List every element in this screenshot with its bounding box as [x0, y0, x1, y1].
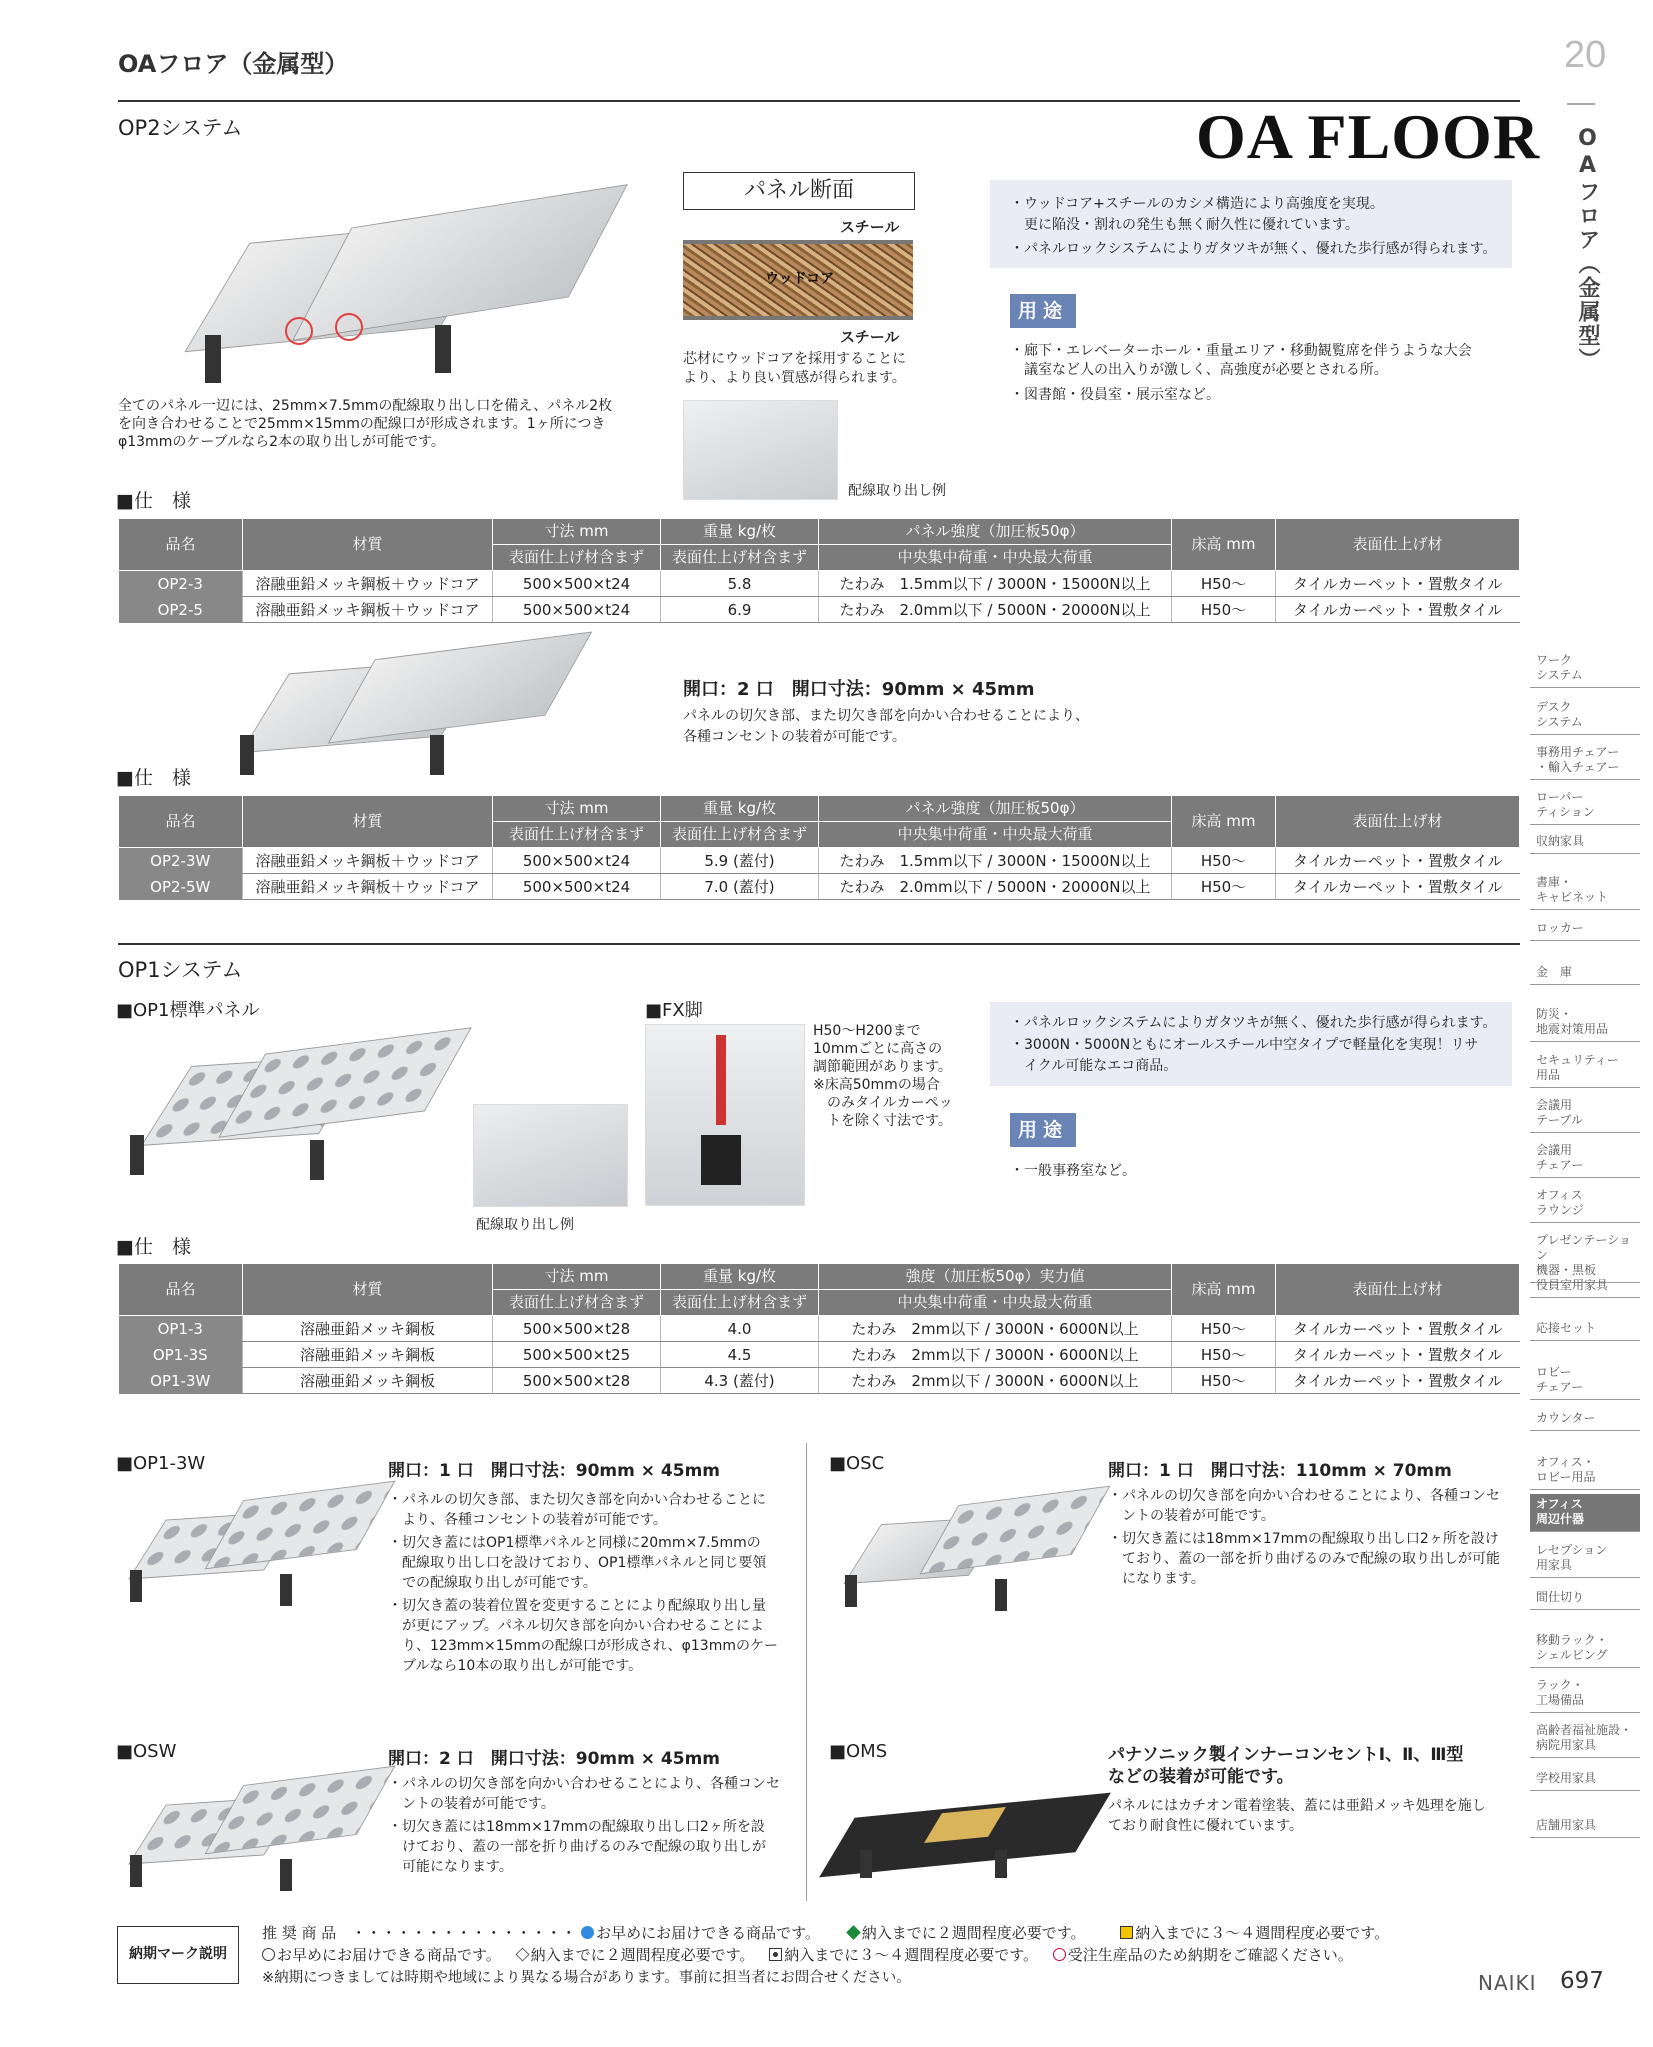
legend-1b: 納入までに２週間程度必要です。	[861, 1924, 1086, 1942]
op1-feature-1: ・パネルロックシステムによりガタツキが無く、優れた歩行感が得られます。	[1010, 1015, 1497, 1031]
legend-1c: 納入までに３～４週間程度必要です。	[1135, 1924, 1390, 1942]
spec-label-2: ■仕 様	[116, 767, 191, 789]
spec-row	[119, 1368, 1520, 1394]
order-icon	[1053, 1948, 1066, 1961]
op2-usage-3: ・図書館・役員室・展示室など。	[1010, 387, 1220, 403]
spec-cell: H50〜	[1172, 1316, 1276, 1342]
oms-photo	[845, 1780, 1105, 1885]
fx-leg-label: ■FX脚	[645, 1000, 703, 1021]
sidebar-item[interactable]: 会議用 テーブル	[1530, 1095, 1640, 1133]
op13w-line: 配線取り出し口を設けており、OP1標準パネルと同じ要領	[388, 1555, 767, 1571]
op1-wiring-photo	[473, 1104, 628, 1207]
spec-cell: 6.9	[661, 597, 819, 623]
spec-cell: 溶融亜鉛メッキ鋼板＋ウッドコア	[243, 848, 493, 874]
spec-cell: 5.9 (蓋付)	[661, 848, 819, 874]
sidebar-item[interactable]: 事務用チェアー ・輸入チェアー	[1530, 742, 1640, 780]
legend-recommended-label: 推 奨 商 品 ・・・・・・・・・・・・・・・	[262, 1924, 577, 1942]
sidebar-item[interactable]: プレゼンテーション 機器・黒板	[1530, 1230, 1640, 1283]
spec-cell: 溶融亜鉛メッキ鋼板＋ウッドコア	[243, 597, 493, 623]
op1-spec-rows	[119, 1316, 1520, 1394]
category-title: OAフロア（金属型）	[118, 50, 349, 78]
op2-usage-label: 用途	[1010, 294, 1076, 328]
op13w-line: ・パネルの切欠き部、また切欠き部を向かい合わせることに	[388, 1492, 766, 1508]
op1-wiring-caption: 配線取り出し例	[476, 1217, 574, 1233]
osc-line: ・切欠き蓋には18mm×17mmの配線取り出し口2ヶ所を設け	[1108, 1531, 1499, 1547]
spec-label-3: ■仕 様	[116, 1236, 191, 1258]
sidebar-item[interactable]: 店舗用家具	[1530, 1815, 1640, 1838]
spec-cell: 4.0	[661, 1316, 819, 1342]
spec-label-1: ■仕 様	[116, 490, 191, 512]
spec-row	[119, 1316, 1520, 1342]
oms-text	[1108, 1796, 1486, 1836]
product-name-cell: OP2-3	[119, 571, 243, 597]
op2-feature-2: 更に陥没・割れの発生も無く耐久性に優れています。	[1010, 217, 1359, 233]
spec-cell: 5.8	[661, 571, 819, 597]
osc-line: ており、蓋の一部を折り曲げるのみで配線の取り出しが可能	[1108, 1551, 1500, 1567]
sidebar-item[interactable]: 収納家具	[1530, 831, 1640, 854]
oms-line: ており耐食性に優れています。	[1108, 1818, 1303, 1834]
op2-intro-text: 全てのパネル一辺には、25mm×7.5mmの配線取り出し口を備え、パネル2枚 を向き合わせることで25mm×15mmの配線口が形成されます。1ヶ所につき φ13mmのケーブルなら2本の取り出しが可能です。	[118, 398, 613, 450]
spec-row	[119, 1342, 1520, 1368]
spec-cell: 溶融亜鉛メッキ鋼板	[243, 1342, 493, 1368]
op2-spec-rows	[119, 571, 1520, 623]
spec-cell: たわみ 1.5mm以下 / 3000N・15000N以上	[819, 571, 1172, 597]
op1-std-panel-label: ■OP1標準パネル	[116, 1000, 260, 1021]
spec-cell: タイルカーペット・置敷タイル	[1276, 874, 1520, 900]
oms-name: ■OMS	[829, 1741, 888, 1762]
op2-spec-table: 品名 材質 寸法 mm 重量 kg/枚 パネル強度（加圧板50φ） 床高 mm 表面仕上げ材 表面仕上げ材含まず 表面仕上げ材含まず 中央集中荷重・中央最大荷重 OP2-3 溶融亜鉛メッキ鋼板＋ウッドコア 500×500×t24 5.8 たわみ 1.5mm以下 / 3000N・15000N以上 H50〜 タイルカーペット・置敷タイル OP2-5 溶融亜鉛メッキ鋼板＋ウッドコア 500×500×t24 6.9 たわみ 2.0mm以下 / 5000N・20000N以上 H50〜 タイルカーペット・置敷タイル	[118, 518, 1520, 623]
spec-cell: 500×500×t28	[493, 1316, 661, 1342]
spec-cell: 溶融亜鉛メッキ鋼板＋ウッドコア	[243, 874, 493, 900]
sidebar-item[interactable]: 会議用 チェアー	[1530, 1140, 1640, 1178]
osc-name: ■OSC	[829, 1453, 885, 1474]
spec-cell: 500×500×t28	[493, 1368, 661, 1394]
osw-photo	[130, 1775, 380, 1890]
spec-row	[119, 597, 1520, 623]
yellow-square-icon	[1120, 1926, 1133, 1939]
op2-title: OP2システム	[118, 116, 243, 140]
square-icon	[769, 1948, 782, 1961]
spec-cell: 7.0 (蓋付)	[661, 874, 819, 900]
sidebar-item[interactable]: レセプション 用家具	[1530, 1540, 1640, 1578]
spec-row	[119, 571, 1520, 597]
spec-cell: 4.3 (蓋付)	[661, 1368, 819, 1394]
op1-feature-3: イクル可能なエコ商品。	[1010, 1058, 1178, 1074]
brand-title: OA FLOOR	[1196, 101, 1541, 172]
steel-bottom-label: スチール	[840, 328, 900, 346]
op13w-photo	[130, 1490, 380, 1605]
op1-title: OP1システム	[118, 958, 243, 982]
osw-line: ントの装着が可能です。	[388, 1796, 555, 1812]
panel-section-label: パネル断面	[683, 172, 915, 210]
sidebar-item[interactable]: 書庫・ キャビネット	[1530, 872, 1640, 910]
spec-cell: たわみ 2.0mm以下 / 5000N・20000N以上	[819, 874, 1172, 900]
op2w-spec-rows	[119, 848, 1520, 900]
spec-cell: H50〜	[1172, 597, 1276, 623]
spec-cell: タイルカーペット・置敷タイル	[1276, 1342, 1520, 1368]
core-note: 芯材にウッドコアを採用することに より、より良い質感が得られます。	[683, 351, 907, 386]
spec-cell: 4.5	[661, 1342, 819, 1368]
sidebar-item[interactable]: セキュリティー 用品	[1530, 1050, 1640, 1088]
spec-row	[119, 874, 1520, 900]
op1-usage-label: 用途	[1010, 1113, 1076, 1147]
legend-2d: 受注生産品のため納期をご確認ください。	[1067, 1946, 1353, 1964]
sidebar-item[interactable]: 間仕切り	[1530, 1587, 1640, 1610]
osc-opening: 開口：1 口 開口寸法：110mm × 70mm	[1108, 1461, 1452, 1481]
op13w-line: ・切欠き蓋にはOP1標準パネルと同様に20mm×7.5mmの	[388, 1535, 761, 1551]
steel-top-label: スチール	[840, 218, 900, 236]
fx-leg-photo	[645, 1024, 805, 1206]
spec-cell: たわみ 2.0mm以下 / 5000N・20000N以上	[819, 597, 1172, 623]
spec-row	[119, 848, 1520, 874]
sidebar-item[interactable]: 防災・ 地震対策用品	[1530, 1004, 1640, 1042]
legend-row2	[262, 1944, 1353, 1965]
spec-cell: H50〜	[1172, 571, 1276, 597]
sidebar-item[interactable]: 高齢者福祉施設・ 病院用家具	[1530, 1720, 1640, 1758]
sidebar-item[interactable]: 役員室用家具	[1530, 1275, 1640, 1298]
op2-usage-2: 議室など人の出入りが激しく、高強度が必要とされる所。	[1010, 362, 1388, 378]
vertical-tab: OAフロア（金属型）	[1575, 126, 1600, 372]
sidebar-item[interactable]: デスク システム	[1530, 697, 1640, 735]
spec-cell: 500×500×t25	[493, 1342, 661, 1368]
sidebar-item[interactable]: ロビー チェアー	[1530, 1362, 1640, 1400]
osc-photo	[845, 1495, 1105, 1610]
osc-text	[1108, 1486, 1500, 1589]
op13w-line: での配線取り出しが可能です。	[388, 1575, 597, 1591]
product-name-cell: OP2-5	[119, 597, 243, 623]
op2w-panel-photo	[230, 640, 570, 780]
op1-usage-1: ・一般事務室など。	[1010, 1163, 1136, 1179]
op1-panel-photo	[130, 1040, 460, 1185]
brand-naiki: NAIKI	[1478, 1971, 1537, 1995]
spec-cell: タイルカーペット・置敷タイル	[1276, 1368, 1520, 1394]
osw-opening: 開口：2 口 開口寸法：90mm × 45mm	[388, 1749, 720, 1769]
op1-spec-table: 品名 材質 寸法 mm 重量 kg/枚 強度（加圧板50φ）実力値 床高 mm 表面仕上げ材 表面仕上げ材含まず 表面仕上げ材含まず 中央集中荷重・中央最大荷重 OP1-3 溶融亜鉛メッキ鋼板 500×500×t28 4.0 たわみ 2mm以下 / 3000N・6000N以上 H50〜 タイルカーペット・置敷タイル OP1-3S 溶融亜鉛メッキ鋼板 500×500×t25 4.5 たわみ 2mm以下 / 3000N・6000N以上 H50〜 タイルカーペット・置敷タイル OP1-3W 溶融亜鉛メッキ鋼板 500×500×t28 4.3 (蓋付) たわみ 2mm以下 / 3000N・6000N以上 H50〜 タイルカーペット・置敷タイル	[118, 1263, 1520, 1394]
spec-cell: タイルカーペット・置敷タイル	[1276, 571, 1520, 597]
legend-title: 納期マーク説明	[117, 1926, 239, 1984]
spec-cell: 溶融亜鉛メッキ鋼板	[243, 1316, 493, 1342]
op2w-opening-text: パネルの切欠き部、また切欠き部を向かい合わせることにより、 各種コンセントの装着が可能です。	[683, 708, 1089, 745]
op1-feature-2: ・3000N・5000Nともにオールスチール中空タイプで軽量化を実現！リサ	[1010, 1037, 1479, 1053]
spec-cell: たわみ 1.5mm以下 / 3000N・15000N以上	[819, 848, 1172, 874]
osw-line: ・パネルの切欠き部を向かい合わせることにより、各種コンセ	[388, 1776, 780, 1792]
op2w-opening: 開口：2 口 開口寸法：90mm × 45mm	[683, 679, 1035, 700]
op13w-line: が更にアップ。パネル切欠き部を向かい合わせることによ	[388, 1618, 764, 1634]
sidebar-item[interactable]: ローパー ティション	[1530, 787, 1640, 825]
spec-cell: たわみ 2mm以下 / 3000N・6000N以上	[819, 1316, 1172, 1342]
spec-cell: タイルカーペット・置敷タイル	[1276, 848, 1520, 874]
spec-cell: 500×500×t24	[493, 571, 661, 597]
op2-feature-3: ・パネルロックシステムによりガタツキが無く、優れた歩行感が得られます。	[1010, 241, 1497, 257]
sidebar-item[interactable]: ラック・ 工場備品	[1530, 1675, 1640, 1713]
product-name-cell: OP1-3S	[119, 1342, 243, 1368]
spec-cell: H50〜	[1172, 874, 1276, 900]
sidebar-item[interactable]: オフィス ラウンジ	[1530, 1185, 1640, 1223]
osw-name: ■OSW	[116, 1741, 177, 1762]
legend-2b: 納入までに２週間程度必要です。	[530, 1946, 755, 1964]
op13w-line: ・切欠き蓋の装着位置を変更することにより配線取り出し量	[388, 1598, 766, 1614]
spec-cell: たわみ 2mm以下 / 3000N・6000N以上	[819, 1368, 1172, 1394]
sidebar-item[interactable]: ワーク システム	[1530, 650, 1640, 688]
osw-text	[388, 1774, 780, 1877]
osw-line: けており、蓋の一部を折り曲げるのみで配線の取り出しが	[388, 1839, 766, 1855]
op2-feature-1: ・ウッドコア+スチールのカシメ構造により高強度を実現。	[1010, 196, 1384, 212]
osw-line: ・切欠き蓋には18mm×17mmの配線取り出し口2ヶ所を設	[388, 1819, 765, 1835]
spec-cell: 溶融亜鉛メッキ鋼板＋ウッドコア	[243, 571, 493, 597]
op2-wiring-photo	[683, 400, 838, 500]
op2-usage-1: ・廊下・エレベーターホール・重量エリア・移動観覧席を伴うような大会	[1010, 343, 1472, 359]
spec-cell: たわみ 2mm以下 / 3000N・6000N以上	[819, 1342, 1172, 1368]
sidebar-item[interactable]: 応接セット	[1530, 1318, 1640, 1341]
fx-leg-note: H50〜H200まで 10mmごとに高さの 調節範囲があります。 ※床高50mmの場合 のみタイルカーペッ トを除く寸法です。	[813, 1023, 953, 1129]
product-name-cell: OP2-3W	[119, 848, 243, 874]
op2-wiring-caption: 配線取り出し例	[848, 483, 946, 499]
sidebar-item[interactable]: オフィス 周辺什器	[1530, 1494, 1640, 1532]
legend-2c: 納入までに３～４週間程度必要です。	[784, 1946, 1038, 1964]
sidebar-item[interactable]: カウンター	[1530, 1408, 1640, 1431]
osc-line: ・パネルの切欠き部を向かい合わせることにより、各種コンセ	[1108, 1488, 1500, 1504]
sidebar-item[interactable]: 移動ラック・ シェルビング	[1530, 1630, 1640, 1668]
product-name-cell: OP1-3W	[119, 1368, 243, 1394]
wood-core-label: ウッドコア	[765, 271, 835, 287]
product-name-cell: OP1-3	[119, 1316, 243, 1342]
legend-row3: ※納期につきましては時期や地域により異なる場合があります。事前に担当者にお問合せください。	[262, 1970, 911, 1986]
op13w-opening: 開口：1 口 開口寸法：90mm × 45mm	[388, 1461, 720, 1481]
op13w-text	[388, 1490, 778, 1676]
product-name-cell: OP2-5W	[119, 874, 243, 900]
oms-line: パネルにはカチオン電着塗装、蓋には亜鉛メッキ処理を施し	[1108, 1798, 1486, 1814]
sidebar-item[interactable]: ロッカー	[1530, 918, 1640, 941]
legend-row1	[262, 1922, 1389, 1943]
diamond-icon	[515, 1948, 529, 1962]
circle-icon	[262, 1948, 275, 1961]
op2-panel-photo	[175, 200, 605, 390]
legend-1a: お早めにお届けできる商品です。	[596, 1924, 820, 1942]
page-number-top: 20	[1564, 34, 1607, 76]
spec-cell: タイルカーペット・置敷タイル	[1276, 1316, 1520, 1342]
sidebar-item[interactable]: オフィス・ ロビー用品	[1530, 1452, 1640, 1490]
page-number: 697	[1560, 1968, 1604, 1994]
op13w-name: ■OP1-3W	[116, 1453, 206, 1474]
blue-circle-icon	[581, 1926, 594, 1939]
spec-cell: 500×500×t24	[493, 874, 661, 900]
osw-line: 可能になります。	[388, 1859, 513, 1875]
osc-line: ントの装着が可能です。	[1108, 1508, 1275, 1524]
green-diamond-icon	[846, 1925, 861, 1940]
osc-line: になります。	[1108, 1571, 1205, 1587]
op13w-line: り、123mm×15mmの配線口が形成され、φ13mmのケー	[388, 1638, 778, 1654]
op2w-spec-table: 品名 材質 寸法 mm 重量 kg/枚 パネル強度（加圧板50φ） 床高 mm 表面仕上げ材 表面仕上げ材含まず 表面仕上げ材含まず 中央集中荷重・中央最大荷重 OP2-3W 溶融亜鉛メッキ鋼板＋ウッドコア 500×500×t24 5.9 (蓋付) たわみ 1.5mm以下 / 3000N・15000N以上 H50〜 タイルカーペット・置敷タイル OP2-5W 溶融亜鉛メッキ鋼板＋ウッドコア 500×500×t24 7.0 (蓋付) たわみ 2.0mm以下 / 5000N・20000N以上 H50〜 タイルカーペット・置敷タイル	[118, 795, 1520, 900]
sidebar-item[interactable]: 金 庫	[1530, 962, 1640, 985]
spec-cell: H50〜	[1172, 1342, 1276, 1368]
spec-cell: H50〜	[1172, 848, 1276, 874]
sidebar-item[interactable]: 学校用家具	[1530, 1768, 1640, 1791]
spec-cell: 500×500×t24	[493, 848, 661, 874]
op13w-line: ブルなら10本の取り出しが可能です。	[388, 1658, 643, 1674]
op13w-line: より、各種コンセントの装着が可能です。	[388, 1512, 667, 1528]
spec-cell: タイルカーペット・置敷タイル	[1276, 597, 1520, 623]
legend-2a: お早めにお届けできる商品です。	[277, 1946, 501, 1964]
oms-opening: パナソニック製インナーコンセントⅠ、Ⅱ、Ⅲ型 などの装着が可能です。	[1108, 1745, 1464, 1787]
spec-cell: 溶融亜鉛メッキ鋼板	[243, 1368, 493, 1394]
spec-cell: H50〜	[1172, 1368, 1276, 1394]
spec-cell: 500×500×t24	[493, 597, 661, 623]
